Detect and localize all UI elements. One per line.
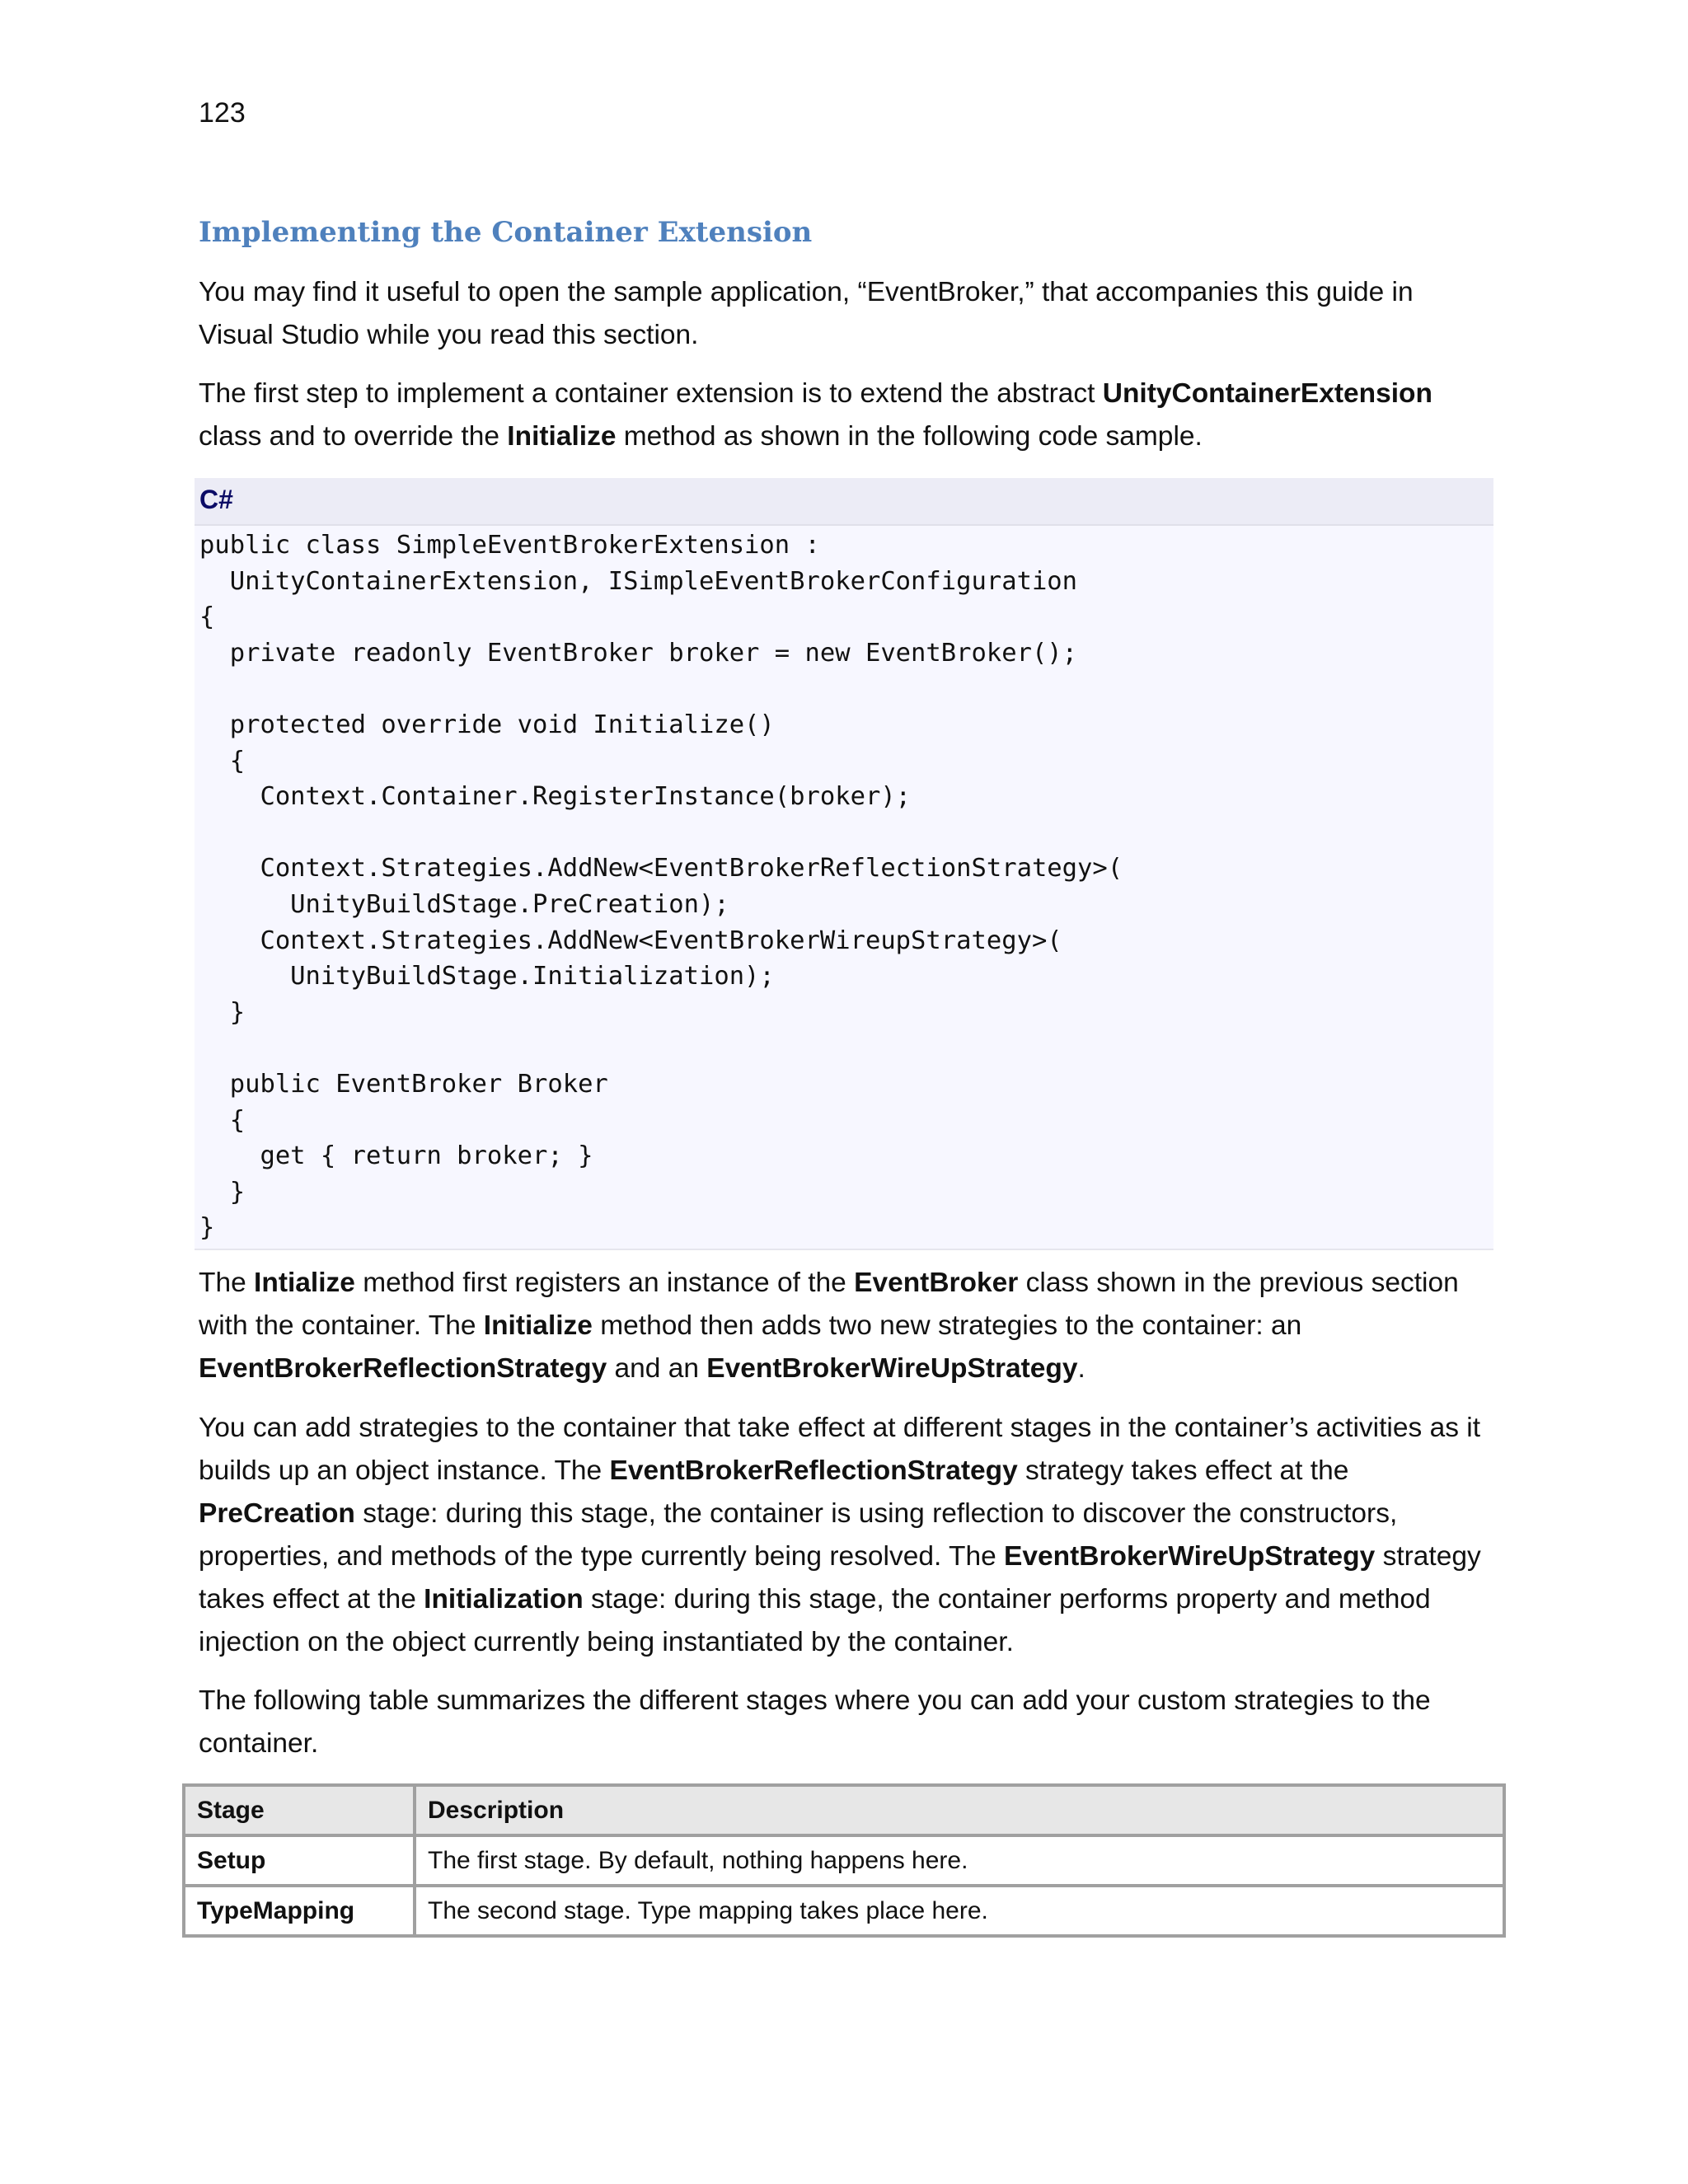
text-run: method first registers an instance of the xyxy=(354,1268,855,1298)
code-language-label: C# xyxy=(199,485,233,514)
initialize-explanation-paragraph xyxy=(199,1262,1493,1390)
bold-term: Intialize xyxy=(254,1268,355,1298)
stage-cell: Setup xyxy=(184,1835,415,1886)
bold-term: PreCreation xyxy=(199,1498,355,1529)
bold-term: Initialization xyxy=(424,1584,584,1615)
text-run: stage: during this stage, the container performs property and method injection on the object currently being instantiated by the container. xyxy=(199,1584,1431,1657)
text-run: method as shown in the following code sample. xyxy=(616,421,1203,452)
table-row xyxy=(184,1835,1504,1886)
text-run: class shown in the previous section with the container. The xyxy=(199,1268,1459,1341)
table-row xyxy=(184,1886,1504,1936)
text-run: stage: during this stage, the container is using reflection to discover the constructors, properties, and methods of the type currently being resolved. The xyxy=(199,1498,1398,1572)
column-header-description: Description xyxy=(415,1785,1504,1835)
first-step-paragraph xyxy=(199,373,1493,458)
bold-term: EventBroker xyxy=(854,1268,1019,1298)
code-text: public class SimpleEventBrokerExtension : UnityContainerExtension, ISimpleEventBrokerConfiguration { private readonly EventBroker broker = new EventBroker(); protected override void Initialize() { Context.Container.RegisterInstance(broker); Context.Strategies.AddNew<EventBrokerReflectionStrategy>( UnityBuildStage.PreCreation); Context.Strategies.AddNew<EventBrokerWireupStrategy>( UnityBuildStage.Initialization); } public EventBroker Broker { get { return broker; } } } xyxy=(199,531,1123,1243)
column-header-stage: Stage xyxy=(184,1785,415,1835)
text-run: strategy takes effect at the xyxy=(1017,1455,1349,1486)
description-cell: The first stage. By default, nothing happens here. xyxy=(415,1835,1504,1886)
page-number: 123 xyxy=(199,97,246,129)
bold-term: Initialize xyxy=(507,421,617,452)
code-language-header xyxy=(195,478,1493,526)
text-run: strategy takes effect at the xyxy=(199,1541,1481,1615)
section-heading: Implementing the Container Extension xyxy=(199,216,813,249)
bold-term: EventBrokerWireUpStrategy xyxy=(706,1353,1078,1384)
text-run: The first step to implement a container extension is to extend the abstract xyxy=(199,378,1103,409)
text-run: method then adds two new strategies to the container: an xyxy=(592,1310,1302,1341)
text-run: and an xyxy=(607,1353,707,1384)
text-run: The xyxy=(199,1268,255,1298)
intro-paragraph xyxy=(199,271,1493,357)
strategies-stages-paragraph xyxy=(199,1407,1493,1664)
stage-cell: TypeMapping xyxy=(184,1886,415,1936)
table-header-row xyxy=(184,1785,1504,1835)
bold-term: EventBrokerReflectionStrategy xyxy=(609,1455,1018,1486)
text-run: The following table summarizes the different stages where you can add your custom strategies to the container. xyxy=(199,1685,1431,1759)
bold-term: EventBrokerReflectionStrategy xyxy=(199,1353,607,1384)
text-run: . xyxy=(1077,1353,1085,1384)
text-run: class and to override the xyxy=(199,421,508,452)
bold-term: EventBrokerWireUpStrategy xyxy=(1004,1541,1376,1572)
stages-table xyxy=(182,1783,1506,1938)
bold-term: Initialize xyxy=(483,1310,593,1341)
intro-text: You may find it useful to open the sample application, “EventBroker,” that accompanies this guide in Visual Studio while you read this section. xyxy=(199,277,1414,350)
code-sample-block xyxy=(195,478,1493,1250)
text-run: You can add strategies to the container that take effect at different stages in the container’s activities as it builds up an object instance. The xyxy=(199,1413,1481,1486)
description-cell: The second stage. Type mapping takes place here. xyxy=(415,1886,1504,1936)
bold-term: UnityContainerExtension xyxy=(1102,378,1432,409)
table-intro-paragraph xyxy=(199,1680,1493,1765)
